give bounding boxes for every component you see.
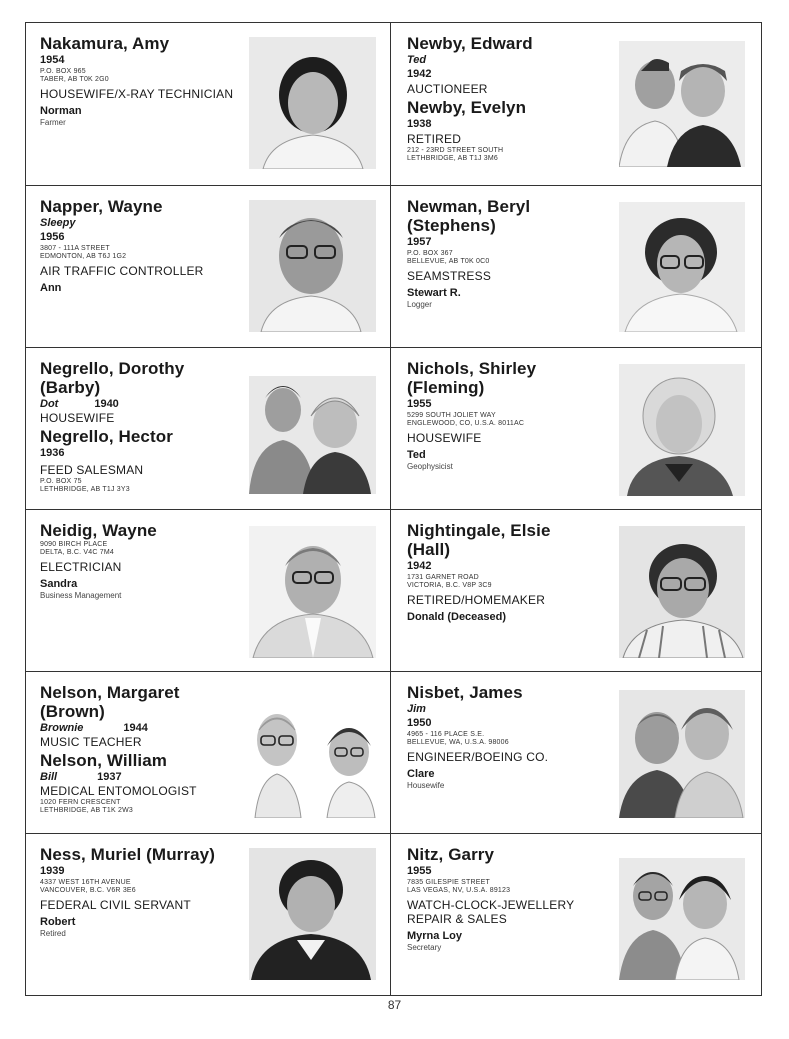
person-name: Nelson, William <box>40 751 167 770</box>
person-name: Nightingale, Elsie <box>407 521 551 540</box>
birth-year: 1955 <box>407 865 432 877</box>
portrait-photo <box>249 848 376 980</box>
occupation: RETIRED/HOMEMAKER <box>407 593 546 607</box>
couple-photo <box>249 376 376 494</box>
address-line: VICTORIA, B.C. V8P 3C9 <box>407 582 492 589</box>
address-line: 9090 BIRCH PLACE <box>40 541 108 548</box>
address-line: LETHBRIDGE, AB T1K 2W3 <box>40 807 133 814</box>
spouse-occupation: Logger <box>407 300 432 309</box>
birth-year: 1956 <box>40 231 65 243</box>
occupation: HOUSEWIFE <box>407 431 482 445</box>
person-name: Nitz, Garry <box>407 845 495 864</box>
spouse-occupation: Secretary <box>407 943 442 952</box>
entry-newman-beryl <box>391 186 762 347</box>
couple-photo-icon <box>249 376 376 494</box>
person-name: Nisbet, James <box>407 683 523 702</box>
entry-neidig-wayne <box>26 510 390 671</box>
portrait-photo-icon <box>619 526 745 658</box>
entry-nelson <box>26 672 390 833</box>
birth-year: 1938 <box>407 118 432 130</box>
person-name: Neidig, Wayne <box>40 521 157 540</box>
birth-year: 1939 <box>40 865 65 877</box>
couple-photo <box>619 690 745 818</box>
entry-nichols-shirley <box>391 348 762 509</box>
page-number: 87 <box>387 998 402 1012</box>
entry-nisbet-james <box>391 672 762 833</box>
spouse-name: Sandra <box>40 578 78 590</box>
birth-year: 1954 <box>40 54 65 66</box>
occupation: AIR TRAFFIC CONTROLLER <box>40 264 204 278</box>
couple-photo <box>619 41 745 167</box>
person-name: Newman, Beryl <box>407 197 531 216</box>
address-line: 3807 - 111A STREET <box>40 245 110 252</box>
person-maiden-name: (Brown) <box>40 702 105 721</box>
portrait-photo <box>619 526 745 658</box>
spouse-name: Ann <box>40 282 62 294</box>
spouse-occupation: Housewife <box>407 781 445 790</box>
person-maiden-name: (Barby) <box>40 378 101 397</box>
occupation: SEAMSTRESS <box>407 269 492 283</box>
portrait-photo-icon <box>249 200 376 332</box>
occupation: MEDICAL ENTOMOLOGIST <box>40 784 197 798</box>
occupation: RETIRED <box>407 132 462 146</box>
nickname: Bill <box>40 771 58 783</box>
person-maiden-name: (Fleming) <box>407 378 485 397</box>
entry-nitz-garry <box>391 834 762 995</box>
address-line: 7835 GILESPIE STREET <box>407 879 490 886</box>
nickname: Sleepy <box>40 217 76 229</box>
occupation: AUCTIONEER <box>407 82 488 96</box>
address-line: TABER, AB T0K 2G0 <box>40 76 109 83</box>
person-name: Nichols, Shirley <box>407 359 537 378</box>
portrait-photo <box>249 200 376 332</box>
portrait-photo-icon <box>249 37 376 169</box>
portrait-photo-icon <box>619 364 745 496</box>
address-line: 4337 WEST 16TH AVENUE <box>40 879 131 886</box>
address-line: 5299 SOUTH JOLIET WAY <box>407 412 496 419</box>
person-name: Nelson, Margaret <box>40 683 180 702</box>
person-name: Newby, Evelyn <box>407 98 527 117</box>
address-line: LETHBRIDGE, AB T1J 3M6 <box>407 155 499 162</box>
address-line: P.O. BOX 367 <box>407 250 453 257</box>
birth-year: 1937 <box>97 771 122 783</box>
entry-ness-muriel <box>26 834 390 995</box>
spouse-name: Norman <box>40 105 82 117</box>
address-line: 1731 GARNET ROAD <box>407 574 479 581</box>
birth-year: 1936 <box>40 447 65 459</box>
person-maiden-name: (Stephens) <box>407 216 496 235</box>
person-name: Newby, Edward <box>407 34 533 53</box>
address-line: LAS VEGAS, NV, U.S.A. 89123 <box>407 887 511 894</box>
portrait-photo <box>619 202 745 332</box>
address-line: BELLEVUE, AB T0K 0C0 <box>407 258 490 265</box>
birth-year: 1942 <box>407 560 432 572</box>
address-line: 1020 FERN CRESCENT <box>40 799 121 806</box>
address-line: BELLEVUE, WA, U.S.A. 98006 <box>407 739 509 746</box>
occupation: FEDERAL CIVIL SERVANT <box>40 898 191 912</box>
portrait-photo <box>249 526 376 658</box>
address-line: P.O. BOX 75 <box>40 478 82 485</box>
address-line: VANCOUVER, B.C. V6R 3E6 <box>40 887 136 894</box>
spouse-name: Clare <box>407 768 435 780</box>
birth-year: 1955 <box>407 398 432 410</box>
address-line: P.O. BOX 965 <box>40 68 86 75</box>
birth-year: 1944 <box>123 722 148 734</box>
birth-year: 1940 <box>94 398 119 410</box>
nickname: Ted <box>407 54 427 66</box>
person-name: Negrello, Dorothy <box>40 359 185 378</box>
occupation: MUSIC TEACHER <box>40 735 142 749</box>
spouse-occupation: Business Management <box>40 591 122 600</box>
occupation: FEED SALESMAN <box>40 463 144 477</box>
birth-year: 1942 <box>407 68 432 80</box>
couple-photo-icon <box>619 690 745 818</box>
couple-photo-icon <box>249 708 376 818</box>
entry-nightingale-elsie <box>391 510 762 671</box>
address-line: LETHBRIDGE, AB T1J 3Y3 <box>40 486 130 493</box>
entry-napper-wayne <box>26 186 390 347</box>
entry-nakamura-amy <box>26 23 390 185</box>
birth-year: 1957 <box>407 236 432 248</box>
spouse-occupation: Farmer <box>40 118 66 127</box>
portrait-photo <box>249 37 376 169</box>
entry-negrello <box>26 348 390 509</box>
portrait-photo <box>619 364 745 496</box>
couple-photo <box>619 858 745 980</box>
birth-year: 1950 <box>407 717 432 729</box>
portrait-photo-icon <box>249 526 376 658</box>
spouse-occupation: Retired <box>40 929 66 938</box>
person-name: Ness, Muriel (Murray) <box>40 845 215 864</box>
occupation: HOUSEWIFE/X-RAY TECHNICIAN <box>40 87 234 101</box>
nickname: Dot <box>40 398 59 410</box>
address-line: 212 - 23RD STREET SOUTH <box>407 147 504 154</box>
portrait-photo-icon <box>619 202 745 332</box>
address-line: 4965 - 116 PLACE S.E. <box>407 731 485 738</box>
spouse-name: Robert <box>40 916 76 928</box>
address-line: ENGLEWOOD, CO, U.S.A. 8011AC <box>407 420 525 427</box>
nickname: Brownie <box>40 722 84 734</box>
couple-photo-icon <box>619 858 745 980</box>
occupation: HOUSEWIFE <box>40 411 115 425</box>
spouse-name: Ted <box>407 449 426 461</box>
occupation: ELECTRICIAN <box>40 560 122 574</box>
nickname: Jim <box>407 703 426 715</box>
person-name: Negrello, Hector <box>40 427 173 446</box>
entry-newby <box>391 23 762 185</box>
occupation: ENGINEER/BOEING CO. <box>407 750 549 764</box>
couple-photo-icon <box>619 41 745 167</box>
address-line: EDMONTON, AB T6J 1G2 <box>40 253 127 260</box>
spouse-occupation: Geophysicist <box>407 462 453 471</box>
directory-grid <box>25 22 762 996</box>
couple-photo <box>249 708 376 818</box>
spouse-name: Donald (Deceased) <box>407 611 507 623</box>
spouse-name: Stewart R. <box>407 287 461 299</box>
occupation: WATCH-CLOCK-JEWELLERY <box>407 898 575 912</box>
occupation: REPAIR & SALES <box>407 912 507 926</box>
address-line: DELTA, B.C. V4C 7M4 <box>40 549 114 556</box>
person-maiden-name: (Hall) <box>407 540 451 559</box>
person-name: Nakamura, Amy <box>40 34 170 53</box>
person-name: Napper, Wayne <box>40 197 163 216</box>
spouse-name: Myrna Loy <box>407 930 463 942</box>
portrait-photo-icon <box>249 848 376 980</box>
